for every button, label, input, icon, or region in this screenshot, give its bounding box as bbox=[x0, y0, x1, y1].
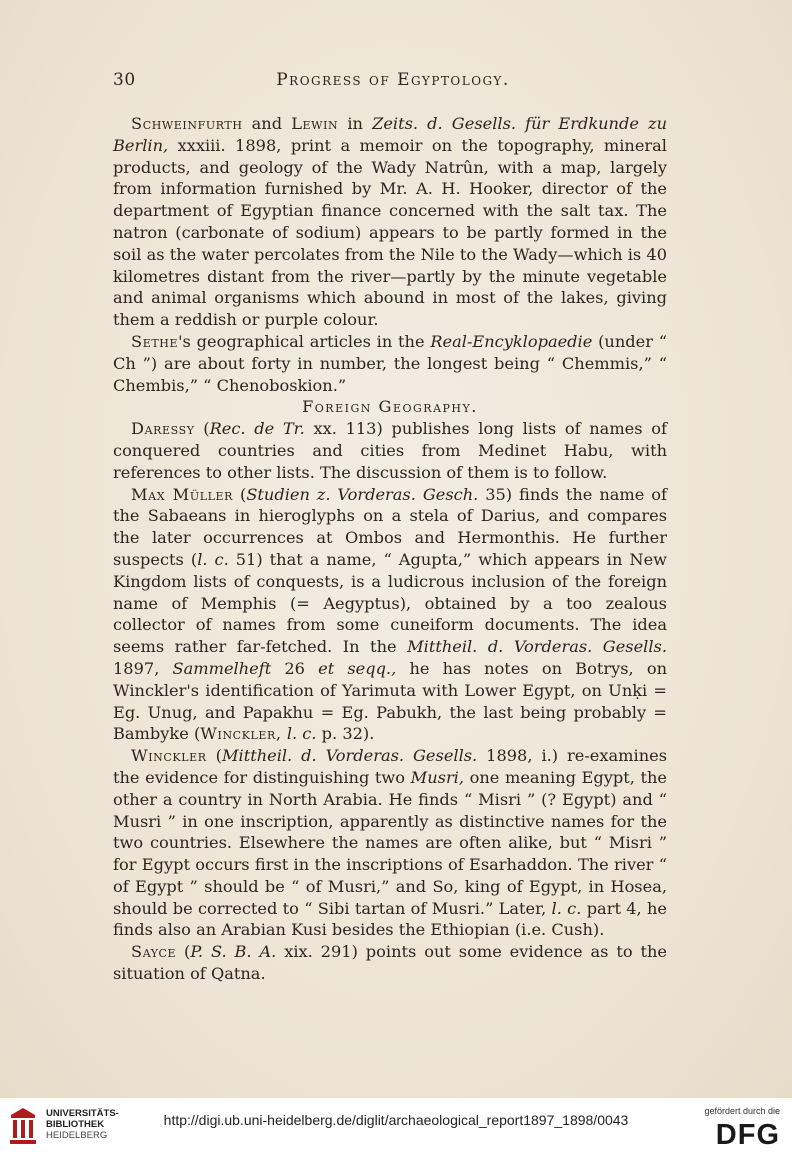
text-run: 1898, i.) re-examines the evidence for distinguishing two bbox=[113, 746, 668, 787]
text-run: ( bbox=[176, 942, 191, 962]
text-run: part 4, he finds also an Arabian Kusi besides the Ethiopian (i.e. Cush). bbox=[113, 898, 667, 940]
viewer-footer bbox=[0, 1098, 792, 1156]
text-run: in bbox=[338, 114, 373, 133]
journal-title: Rec. de Tr. bbox=[209, 419, 305, 439]
journal-title: Sammelheft bbox=[172, 658, 272, 678]
citation-ref: et seqq., bbox=[318, 658, 397, 678]
journal-title: Mittheil. d. Vorderas. Gesells. bbox=[407, 637, 667, 657]
citation-ref: l. c. bbox=[286, 724, 317, 744]
text-run: xx. 113) publishes long lists of names of conquered countries and cities from Medinet Habu, with references to other lists. The discussion of them is to follow. bbox=[113, 419, 667, 482]
journal-title: Mittheil. d. Vorderas. Gesells. bbox=[221, 746, 478, 766]
page-header bbox=[113, 70, 673, 96]
page-number: 30 bbox=[113, 70, 136, 90]
author-name: Schweinfurth bbox=[131, 114, 243, 133]
funded-by-label: gefördert durch die bbox=[704, 1106, 780, 1116]
text-run: 's geographical articles in the bbox=[178, 331, 431, 351]
library-name-line: UNIVERSITÄTS- bbox=[46, 1108, 119, 1119]
text-run: xxxiii. 1898, print a memoir on the topography, mineral products, and geology of the Wady Natrûn, with a map, largely from information furnished by Mr. A. H. Hooker, director of the department of Egyptian finance concerned with the salt tax. The natron (carbonate of sodium) appears to be partly formed in the soil as the water percolates from the Nile to the Wady—which is 40 kilometres distant from the river—partly by the minute vegetable and animal organisms which abound in most of the lakes, giving them a reddish or purple colour. bbox=[113, 135, 667, 330]
paragraph-sethe bbox=[113, 331, 667, 396]
author-name: Max Müller bbox=[131, 484, 234, 504]
author-name: Winckler, bbox=[200, 724, 282, 744]
text-run: ( bbox=[206, 746, 222, 766]
author-name: Lewin bbox=[291, 114, 339, 133]
paragraph-max-muller bbox=[113, 484, 667, 746]
paragraph-winckler bbox=[113, 745, 667, 941]
citation-ref: l. c. bbox=[551, 898, 582, 918]
permalink-url[interactable]: http://digi.ub.uni-heidelberg.de/diglit/archaeological_report1897_1898/0043 bbox=[163, 1112, 629, 1128]
text-run: he has notes on Botrys, on Winckler's identification of Yarimuta with Lower Egypt, on Unḳi = Eg. Unug, and Papakhu = Eg. Pabukh, the last being probably = Bambyke ( bbox=[113, 658, 667, 744]
text-run: one meaning Egypt, the other a country in North Arabia. He finds “ Misri ” (? Egypt) and “ Musri ” in one inscription, apparently as distinctive names for the two countries. Elsewhere the names are often alike, but “ Misri ” for Egypt occurs first in the inscriptions of Esarhaddon. The river “ of Egypt ” should be “ of Musri,” and So, king of Egypt, in Hosea, should be corrected to “ Sibi tartan of Musri.” Later, bbox=[113, 767, 667, 918]
library-name-line: HEIDELBERG bbox=[46, 1130, 108, 1141]
citation-ref: l. c. bbox=[197, 549, 229, 569]
journal-title: P. S. B. A. bbox=[190, 942, 277, 962]
library-name-line: BIBLIOTHEK bbox=[46, 1119, 105, 1130]
paragraph-sayce bbox=[113, 941, 667, 985]
author-name: Winckler bbox=[131, 746, 207, 766]
paragraph-schweinfurth bbox=[113, 113, 667, 331]
text-run: 51) that a name, “ Agupta,” which appears in New Kingdom lists of conquests, is a ludicrous inclusion of the foreign name of Memphis (= Aegyptus), obtained by a too zealous collector of names from some cuneiform documents. The idea seems rather far-fetched. In the bbox=[113, 549, 668, 657]
author-name: Daressy bbox=[131, 419, 195, 439]
journal-title: Real-Encyklopaedie bbox=[430, 331, 593, 351]
section-heading: Foreign Geography. bbox=[302, 397, 478, 417]
journal-title: Zeits. d. Gesells. für Erdkunde zu Berlin, bbox=[113, 114, 667, 155]
text-run: 1897, bbox=[113, 658, 173, 678]
running-title: Progress of Egyptology. bbox=[276, 70, 510, 90]
paragraph-daressy bbox=[113, 418, 667, 483]
author-name: Sayce bbox=[131, 942, 177, 962]
text-run: and bbox=[242, 114, 292, 133]
text-run: ( bbox=[194, 419, 210, 439]
text-run: (under “ Ch ”) are about forty in number, the longest being “ Chemmis,” “ Chembis,” “ Chenoboskion.” bbox=[113, 331, 667, 395]
journal-title: Studien z. Vorderas. Gesch. bbox=[246, 484, 479, 504]
emphasis: Musri, bbox=[410, 767, 465, 787]
text-run: 26 bbox=[271, 658, 319, 678]
body-text bbox=[113, 113, 667, 985]
text-run: ( bbox=[233, 484, 247, 504]
text-run: xix. 291) points out some evidence as to the situation of Qatna. bbox=[113, 942, 667, 984]
dfg-logo[interactable]: DFG bbox=[715, 1119, 780, 1151]
text-run: p. 32). bbox=[316, 724, 375, 744]
author-name: Sethe bbox=[131, 331, 179, 351]
text-run: 35) finds the name of the Sabaeans in hieroglyphs on a stela of Darius, and compares the later occurrences at Ombos and Hermonthis. He further suspects ( bbox=[113, 484, 667, 569]
